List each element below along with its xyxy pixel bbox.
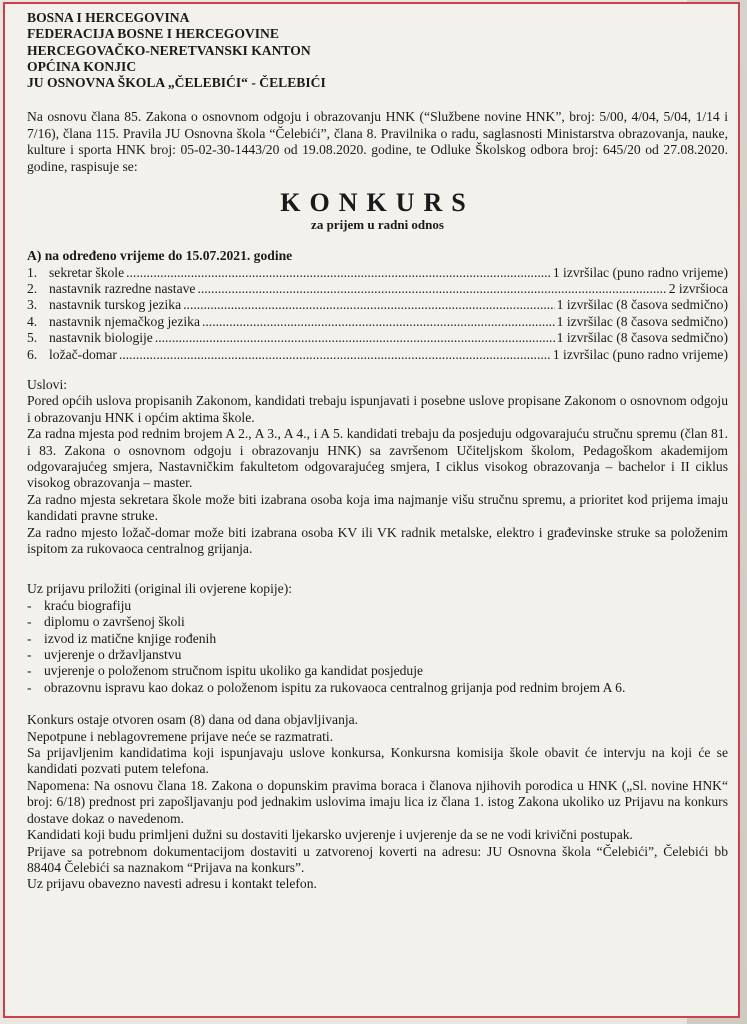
condition-paragraph: Za radno mjesto ložač-domar može biti izabrana osoba KV ili VK radnik metalske, elektro i građevinske struke sa položenim ispitom za rukovaoca centralnog grijanja. xyxy=(27,524,728,557)
position-name: nastavnik turskog jezika xyxy=(49,297,182,313)
notice-subtitle: za prijem u radni odnos xyxy=(311,217,444,233)
document-text: uvjerenje o državljanstvu xyxy=(44,647,182,663)
intro-paragraph: Na osnovu člana 85. Zakona o osnovnom odgoju i obrazovanju HNK (“Službene novine HNK”, broj: 5/00, 4/04, 5/04, 1/14 i 7/16), člana 115. Pravila JU Osnovna škola “Čelebići”, člana 8. Pravilnika o radu, saglasnosti Ministarstva obrazovanja, nauke, kulture i sporta HNK broj: 05-02-30-1443/20 od 19.08.2020. godine, te Odluke Školskog odbora broj: 645/20 od 27.08.2020. godine, raspisuje se: xyxy=(27,109,728,174)
dot-leader xyxy=(197,281,666,297)
condition-paragraph: Za radna mjesta pod rednim brojem A 2., A 3., A 4., i A 5. kandidati trebaju da posjeduju odgovarajuću stručnu spremu (član 81. i 83. Zakona o osnovnom odgoju i obrazovanju HNK) sa završenom Učiteljskom školom, Pedagoškom akademijom odgovarajućeg smjera, Nastavničkim fakultetom odgovarajućeg smjera, I ciklus visokog obrazovanja – bachelor i II ciklus visokog obrazovanja – master. xyxy=(27,426,728,491)
dot-leader xyxy=(202,314,555,330)
header-line: JU OSNOVNA ŠKOLA „ČELEBIĆI“ - ČELEBIĆI xyxy=(27,75,326,91)
position-allocation: 1 izvršilac (8 časova sedmično) xyxy=(556,297,728,313)
position-item xyxy=(27,297,728,313)
position-allocation: 1 izvršilac (8 časova sedmično) xyxy=(556,313,728,329)
position-number: 6. xyxy=(27,346,38,362)
position-allocation: 1 izvršilac (puno radno vrijeme) xyxy=(552,346,728,362)
section-heading: A) na određeno vrijeme do 15.07.2021. godine xyxy=(27,248,293,264)
position-item xyxy=(27,281,728,297)
position-name: sekretar škole xyxy=(49,264,125,280)
header-line: HERCEGOVAČKO-NERETVANSKI KANTON xyxy=(27,42,311,58)
positions-list xyxy=(27,265,728,363)
condition-paragraph: Za radno mjesta sekretara škole može biti izabrana osoba koja ima najmanje višu stručnu spremu, a prioritet kod prijema imaju kandidati pravne struke. xyxy=(27,491,728,524)
position-name: ložač-domar xyxy=(49,346,117,362)
position-number: 1. xyxy=(27,264,38,280)
closing-paragraph: Kandidati koji budu primljeni dužni su dostaviti ljekarsko uvjerenje i uvjerenje da se ne vodi krivični postupak. xyxy=(27,827,633,843)
closing-paragraph: Sa prijavljenim kandidatima koji ispunjavaju uslove konkursa, Konkursna komisija škole obavit će intervju na koji će se kandidati pozvati putem telefona. xyxy=(27,745,728,777)
dot-leader xyxy=(183,297,554,313)
closing-paragraph: Uz prijavu obavezno navesti adresu i kontakt telefon. xyxy=(27,876,317,892)
issuer-header xyxy=(27,10,728,91)
position-name: nastavnik biologije xyxy=(49,330,153,346)
notice-title: KONKURS xyxy=(280,188,475,218)
position-item xyxy=(27,330,728,346)
position-allocation: 1 izvršilac (8 časova sedmično) xyxy=(556,330,728,346)
dot-leader xyxy=(155,330,555,346)
header-line: FEDERACIJA BOSNE I HERCEGOVINE xyxy=(27,26,279,42)
position-allocation: 2 izvršioca xyxy=(668,280,728,296)
closing-paragraph: Nepotpune i neblagovremene prijave neće se razmatrati. xyxy=(27,728,334,744)
documents-list xyxy=(27,598,728,696)
conditions-section xyxy=(27,377,728,557)
document-text: diplomu o završenoj školi xyxy=(44,614,185,630)
dot-leader xyxy=(119,347,551,363)
position-item xyxy=(27,347,728,363)
document-item: - diplomu o završenoj školi xyxy=(27,614,185,630)
conditions-heading: Uslovi: xyxy=(27,376,68,392)
closing-paragraph: Konkurs ostaje otvoren osam (8) dana od dana objavljivanja. xyxy=(27,712,359,728)
position-number: 5. xyxy=(27,330,38,346)
closing-paragraph: Napomena: Na osnovu člana 18. Zakona o dopunskim pravima boraca i članova njihovih porodica u HNK („Sl. novine HNK“ broj: 6/18) prednost pri zapošljavanju pod jednakim uslovima imaju lica iz člana 1. istog Zakona ukoliko uz Prijavu na konkurs dostave dokaz o navedenom. xyxy=(27,777,728,826)
position-item xyxy=(27,314,728,330)
document-text: obrazovnu ispravu kao dokaz o položenom ispitu za rukovaoca centralnog grijanja pod rednim brojem A 6. xyxy=(44,679,626,695)
position-number: 2. xyxy=(27,280,38,296)
position-name: nastavnik razredne nastave xyxy=(49,280,196,296)
position-number: 3. xyxy=(27,297,38,313)
document-item: - obrazovnu ispravu kao dokaz o položenom ispitu za rukovaoca centralnog grijanja pod rednim brojem A 6. xyxy=(27,679,626,695)
condition-paragraph: Pored općih uslova propisanih Zakonom, kandidati trebaju ispunjavati i posebne uslove propisane Zakonom o osnovnom odgoju i obrazovanju HNK i općim aktima škole. xyxy=(27,393,728,425)
document-text: izvod iz matične knjige rođenih xyxy=(44,630,217,646)
header-line: BOSNA I HERCEGOVINA xyxy=(27,10,190,25)
header-line: OPĆINA KONJIC xyxy=(27,58,137,74)
document-item: - izvod iz matične knjige rođenih xyxy=(27,630,217,646)
position-allocation: 1 izvršilac (puno radno vrijeme) xyxy=(552,264,728,280)
job-notice xyxy=(3,2,740,1018)
document-item: - uvjerenje o državljanstvu xyxy=(27,647,182,663)
document-text: kraću biografiju xyxy=(44,597,132,613)
document-item: - uvjerenje o položenom stručnom ispitu ukoliko ga kandidat posjeduje xyxy=(27,663,424,679)
closing-section xyxy=(27,712,728,892)
position-name: nastavnik njemačkog jezika xyxy=(49,313,200,329)
closing-paragraph: Prijave sa potrebnom dokumentacijom dostaviti u zatvorenoj koverti na adresu: JU Osnovna škola “Čelebići”, Čelebići bb 88404 Čelebići sa naznakom “Prijava na konkurs”. xyxy=(27,843,728,875)
document-item: - kraću biografiju xyxy=(27,597,132,613)
documents-section xyxy=(27,581,728,696)
documents-heading: Uz prijavu priložiti (original ili ovjerene kopije): xyxy=(27,581,292,597)
document-text: uvjerenje o položenom stručnom ispitu ukoliko ga kandidat posjeduje xyxy=(44,663,424,679)
position-number: 4. xyxy=(27,313,38,329)
position-item xyxy=(27,265,728,281)
dot-leader xyxy=(126,265,551,281)
